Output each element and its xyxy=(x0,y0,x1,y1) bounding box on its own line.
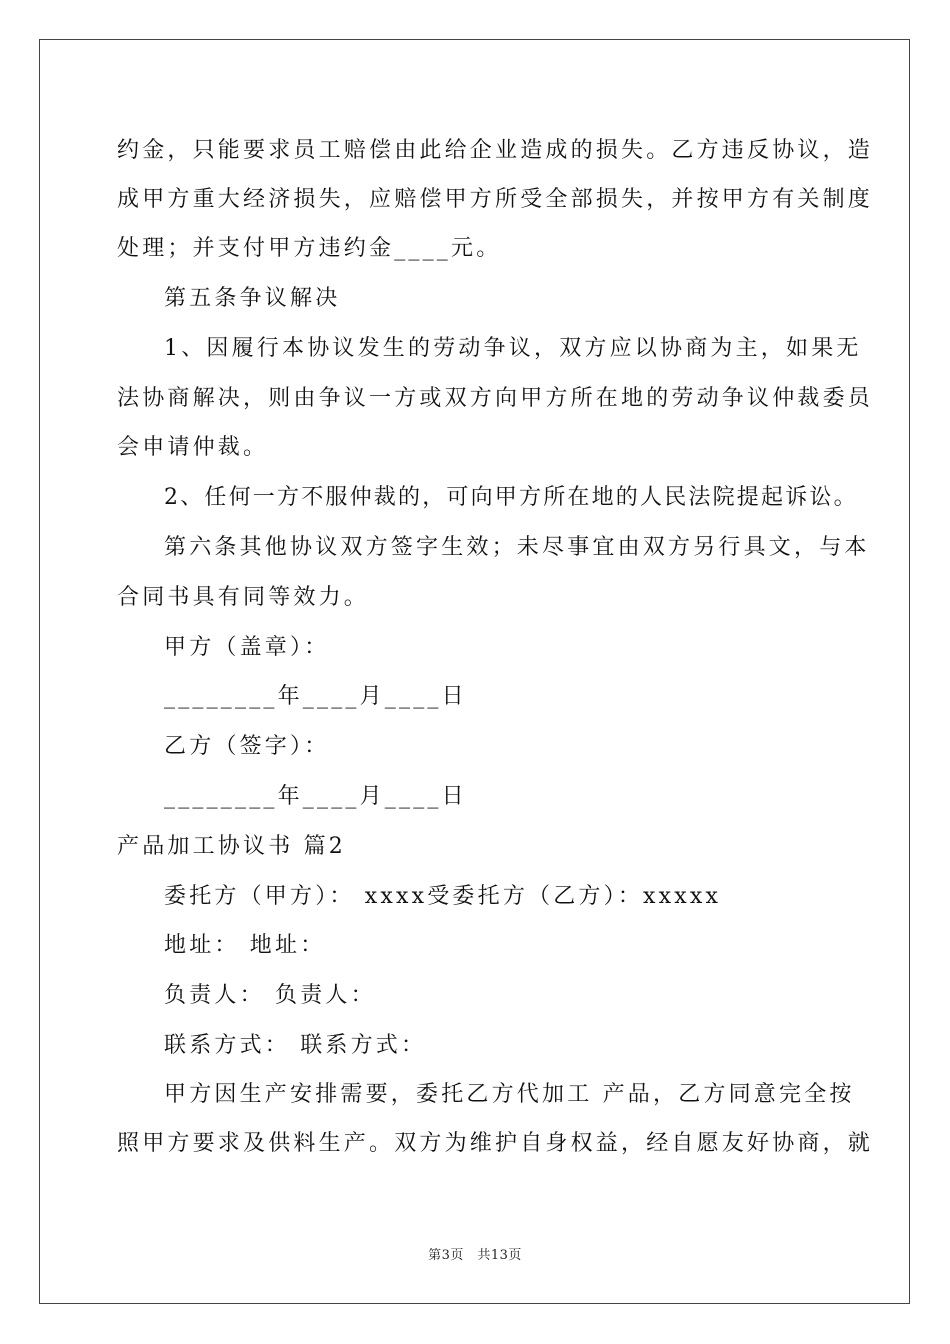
responsible-person-line: 负责人： 负责人： xyxy=(164,983,376,1008)
section-heading-article-5: 第五条争议解决 xyxy=(164,286,341,311)
body-text-line: 合同书具有同等效力。 xyxy=(117,585,370,610)
document-title: 产品加工协议书 篇2 xyxy=(117,834,346,859)
party-a-seal-label: 甲方（盖章）： xyxy=(164,635,330,660)
date-line: ________年____月____日 xyxy=(164,784,467,809)
body-text-line: 约金，只能要求员工赔偿由此给企业造成的损失。乙方违反协议，造 xyxy=(117,138,874,163)
body-text-line: 照甲方要求及供料生产。双方为维护自身权益，经自愿友好协商，就 xyxy=(117,1131,874,1156)
body-text-line: 处理；并支付甲方违约金____元。 xyxy=(117,236,502,261)
address-line: 地址： 地址： xyxy=(164,933,326,958)
body-text-line: 成甲方重大经济损失，应赔偿甲方所受全部损失，并按甲方有关制度 xyxy=(117,187,874,212)
body-text-line: 法协商解决，则由争议一方或双方向甲方所在地的劳动争议仲裁委员 xyxy=(117,386,874,411)
clause-text-line: 2、任何一方不服仲裁的，可向甲方所在地的人民法院提起诉讼。 xyxy=(164,485,858,510)
body-text-line: 甲方因生产安排需要，委托乙方代加工 产品，乙方同意完全按 xyxy=(164,1082,855,1107)
date-line: ________年____月____日 xyxy=(164,684,467,709)
page-border xyxy=(39,39,910,1304)
section-heading-article-6: 第六条其他协议双方签字生效；未尽事宜由双方另行具文，与本 xyxy=(164,535,870,560)
party-b-sign-label: 乙方（签字）： xyxy=(164,734,330,759)
page-number-footer: 第3页 共13页 xyxy=(428,1248,522,1263)
contact-line: 联系方式： 联系方式： xyxy=(164,1033,427,1058)
party-names-line: 委托方（甲方）： xxxx受委托方（乙方）：xxxxx xyxy=(164,884,722,909)
clause-text-line: 1、因履行本协议发生的劳动争议，双方应以协商为主，如果无 xyxy=(164,336,862,361)
body-text-line: 会申请仲裁。 xyxy=(117,435,269,460)
